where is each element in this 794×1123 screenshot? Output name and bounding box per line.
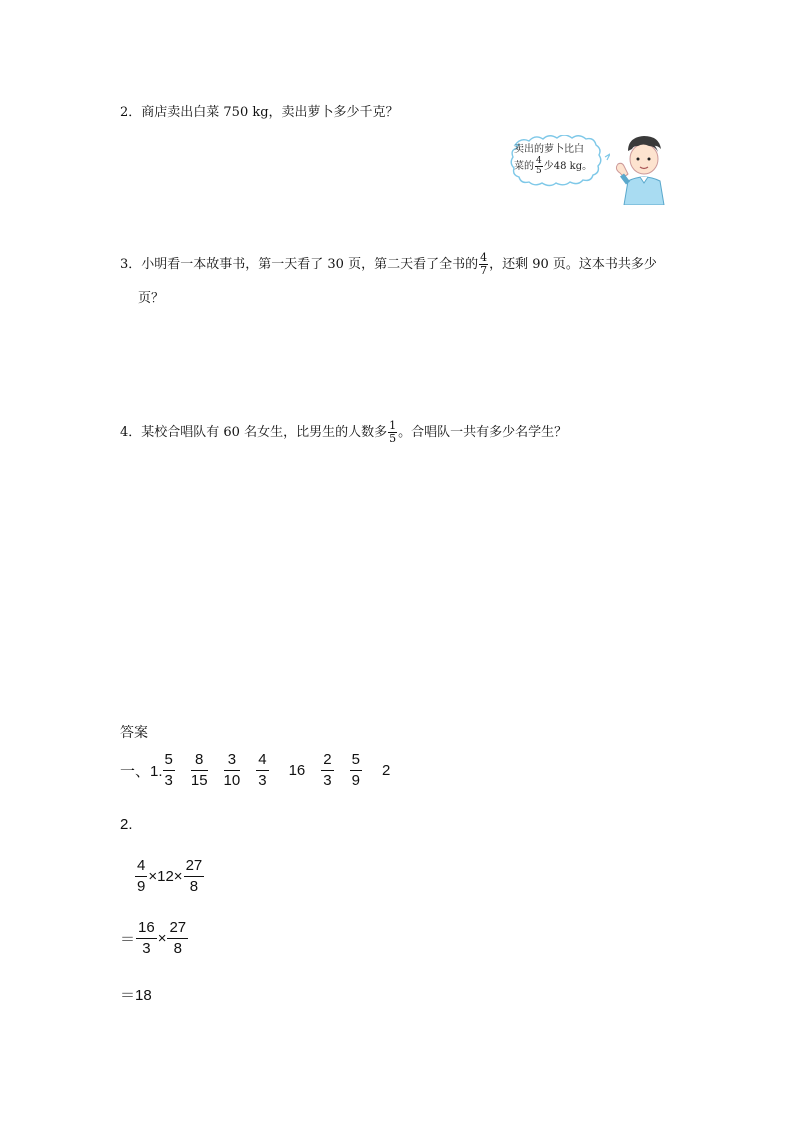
answer-fraction: $\frac{5}{9}$ [351, 751, 360, 789]
fraction: $\frac{27}{8}$ [185, 857, 203, 895]
question-text: 商店卖出白菜 750 kg，卖出萝卜多少千克？ [141, 105, 399, 120]
answer-value: 16 [288, 762, 306, 779]
answer-fraction: $\frac{8}{15}$ [190, 751, 208, 789]
bubble-line-2: 菜的 $\frac{4}{5}$ 少48 kg。 [514, 156, 593, 176]
section-1-prefix: 一、1. [120, 763, 163, 780]
fraction: $\frac{27}{8}$ [169, 919, 187, 957]
answer-fraction: $\frac{5}{3}$ [164, 751, 173, 789]
bubble-line-1: 卖出的萝卜比白 [514, 144, 584, 155]
answer-value: 2 [381, 762, 391, 779]
question-2 [120, 105, 399, 121]
fraction: $\frac{16}{3}$ [138, 919, 155, 957]
question-4-fraction: $\frac{1}{5}$ [389, 419, 397, 445]
question-number: 3． [120, 257, 142, 272]
answers-section-1 [120, 750, 400, 791]
answer-fraction: $\frac{3}{10}$ [223, 751, 241, 789]
boy-illustration [614, 133, 670, 205]
answer-line-3: ＝18 [120, 987, 152, 1004]
answers-heading: 答案 [120, 724, 148, 740]
section-1-items [163, 751, 401, 789]
answer-fraction: $\frac{2}{3}$ [323, 751, 332, 789]
question-3-fraction: $\frac{4}{7}$ [480, 251, 488, 277]
question-3-line-2: 页？ [138, 291, 165, 306]
answer-line-1: $\frac{4}{9}$ ×12× $\frac{27}{8}$ [137, 857, 203, 895]
question-3: 3．小明看一本故事书，第一天看了 30 页，第二天看了全书的 $\frac{4}{7}$ ，还剩 90 页。这本书共多少 [120, 251, 657, 277]
question-number: 4． [120, 425, 142, 440]
answers-section-2-label: 2. [120, 816, 133, 833]
question-4: 4．某校合唱队有 60 名女生，比男生的人数多 $\frac{1}{5}$ 。合唱队一共有多少名学生？ [120, 419, 568, 445]
answer-line-2: ＝ $\frac{16}{3}$ × $\frac{27}{8}$ [120, 919, 187, 957]
bubble-text [514, 143, 592, 176]
answer-fraction: $\frac{4}{3}$ [258, 751, 267, 789]
bubble-fraction: $\frac{4}{5}$ [536, 156, 542, 176]
fraction: $\frac{4}{9}$ [137, 857, 146, 895]
question-number: 2． [120, 105, 142, 120]
